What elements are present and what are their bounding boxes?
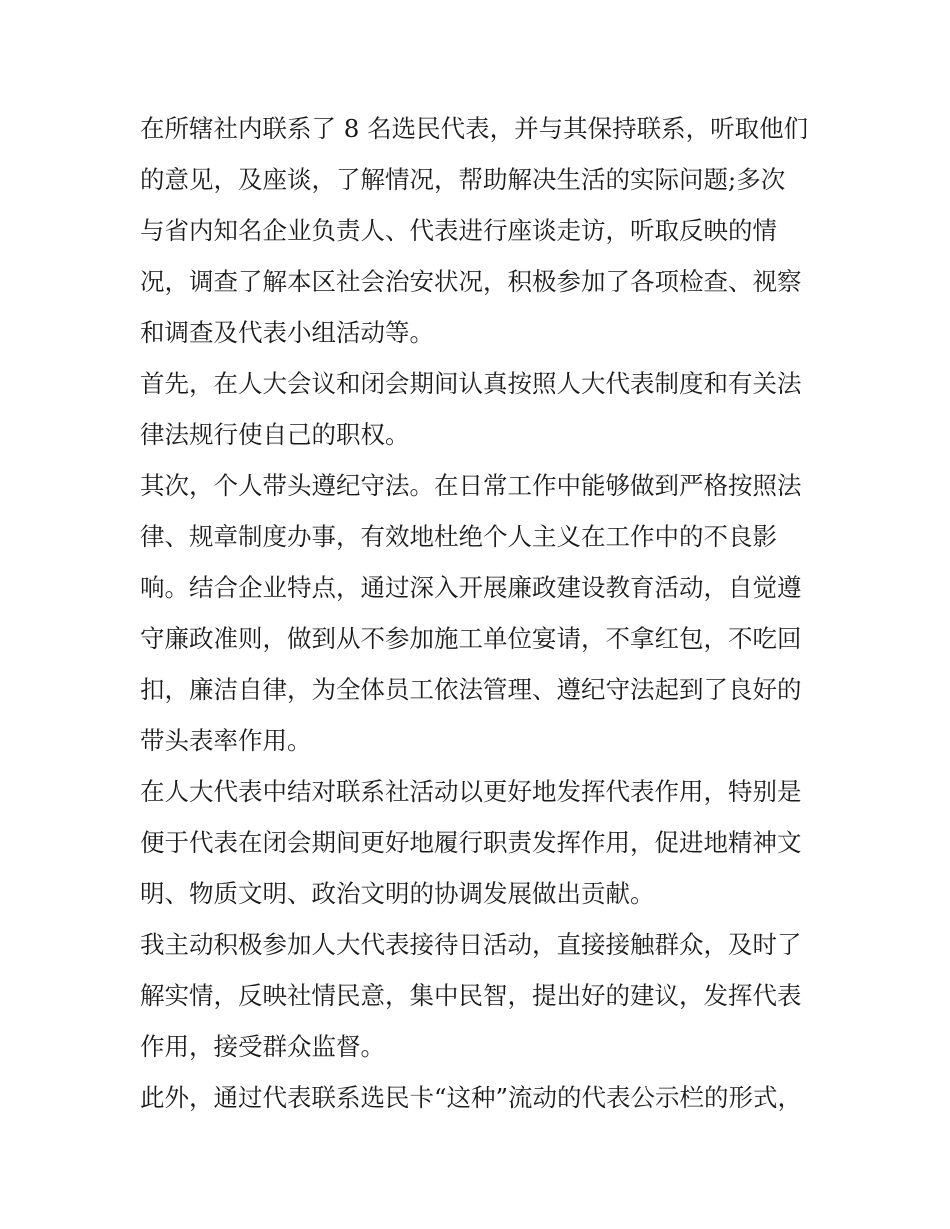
text-line: 的意见，及座谈，了解情况，帮助解决生活的实际问题;多次 (140, 165, 786, 194)
text-line: 首先，在人大会议和闭会期间认真按照人大代表制度和有关法 (140, 369, 802, 398)
text-line: 此外，通过代表联系选民卡“这种”流动的代表公示栏的形式， (140, 1083, 803, 1112)
text-line: 与省内知名企业负责人、代表进行座谈走访，听取反映的情 (140, 216, 777, 245)
text-line: 便于代表在闭会期间更好地履行职责发挥作用，促进地精神文 (140, 828, 802, 857)
text-line: 响。结合企业特点，通过深入开展廉政建设教育活动，自觉遵 (140, 573, 802, 602)
text-line: 在人大代表中结对联系社活动以更好地发挥代表作用，特别是 (140, 777, 802, 806)
text-line: 带头表率作用。 (140, 726, 312, 755)
text-line: 其次，个人带头遵纪守法。在日常工作中能够做到严格按照法 (140, 471, 802, 500)
text-line: 在所辖社内联系了 8 名选民代表，并与其保持联系，听取他们 (140, 114, 809, 143)
text-line: 明、物质文明、政治文明的协调发展做出贡献。 (140, 879, 655, 908)
text-line: 和调查及代表小组活动等。 (140, 318, 434, 347)
text-line: 作用，接受群众监督。 (140, 1032, 385, 1061)
text-line: 律法规行使自己的职权。 (140, 420, 410, 449)
text-line: 守廉政准则，做到从不参加施工单位宴请，不拿红包，不吃回 (140, 624, 802, 653)
text-line: 解实情，反映社情民意，集中民智，提出好的建议，发挥代表 (140, 981, 802, 1010)
text-line: 我主动积极参加人大代表接待日活动，直接接触群众，及时了 (140, 930, 802, 959)
text-line: 扣，廉洁自律，为全体员工依法管理、遵纪守法起到了良好的 (140, 675, 802, 704)
text-line: 律、规章制度办事，有效地杜绝个人主义在工作中的不良影 (140, 522, 777, 551)
text-line: 况，调查了解本区社会治安状况，积极参加了各项检查、视察 (140, 267, 802, 296)
